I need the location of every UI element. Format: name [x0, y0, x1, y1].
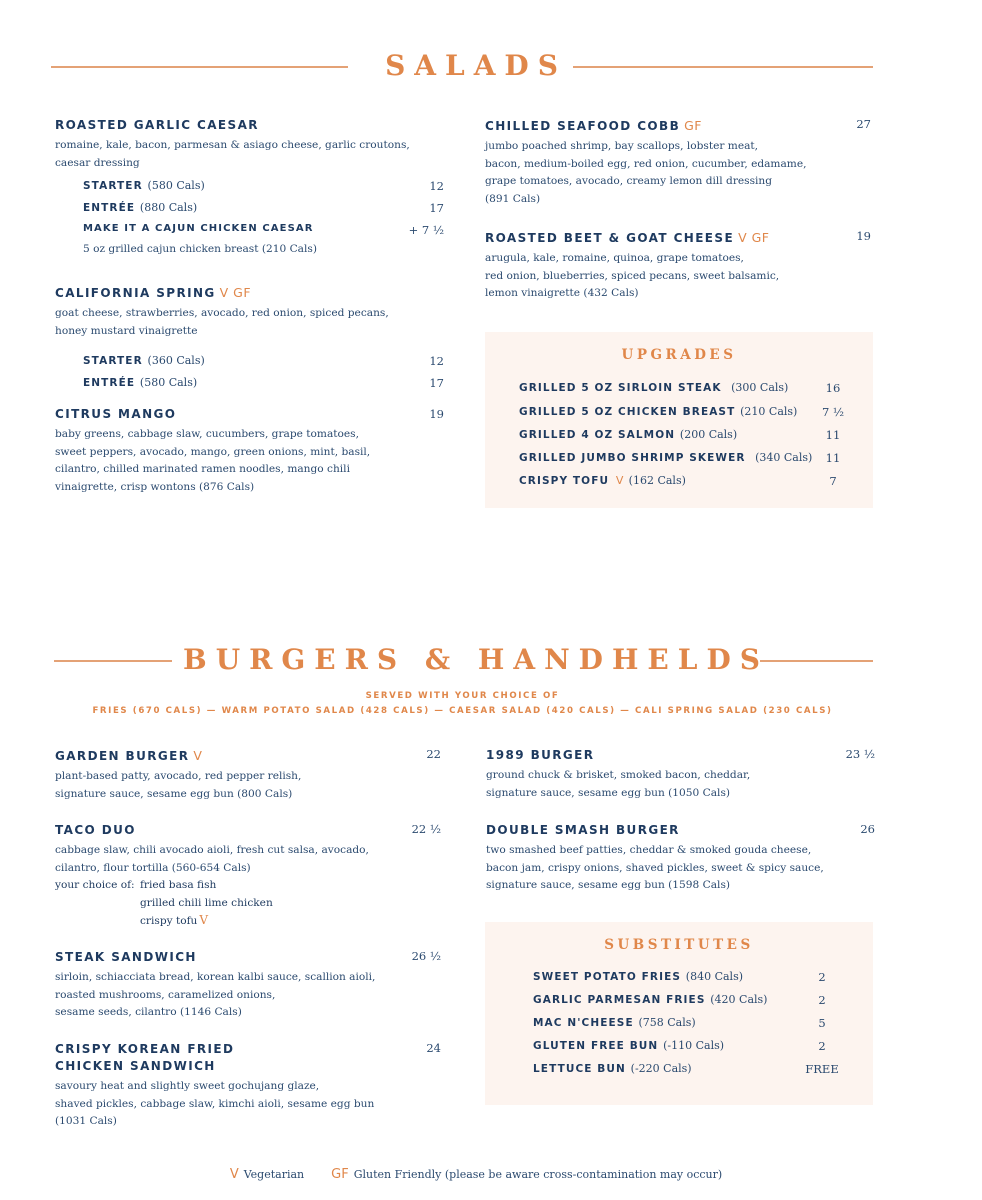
- taco-price: 22 ½: [411, 822, 441, 836]
- upgrade-price: 11: [825, 451, 841, 465]
- citrus-desc: baby greens, cabbage slaw, cucumbers, grape tomatoes, sweet peppers, avocado, mango, green onions, mint, basil, cilantro, chilled marinated ramen noodles, mango chili vinaigrette, crisp wontons (876 Cals): [55, 428, 371, 493]
- caesar-entree: ENTRÉE (880 Cals): [83, 201, 198, 214]
- upgrade-row: GRILLED 5 OZ CHICKEN BREAST (210 Cals): [519, 405, 798, 418]
- california-tags: V GF: [219, 285, 252, 300]
- upgrade-row: CRISPY TOFU V (162 Cals): [519, 474, 686, 487]
- beet-price: 19: [856, 229, 871, 243]
- substitutes-title: SUBSTITUTES: [604, 937, 754, 953]
- citrus-price: 19: [429, 407, 444, 421]
- korean-name-line1: CRISPY KOREAN FRIED: [55, 1042, 235, 1056]
- california-desc: goat cheese, strawberries, avocado, red onion, spiced pecans, honey mustard vinaigrette: [55, 307, 389, 337]
- caesar-desc: romaine, kale, bacon, parmesan & asiago cheese, garlic croutons, caesar dressing: [55, 139, 410, 169]
- substitute-price: 2: [818, 970, 826, 984]
- b1989-price: 23 ½: [845, 747, 875, 761]
- upgrade-price: 11: [825, 428, 841, 442]
- substitute-row: GARLIC PARMESAN FRIES (420 Cals): [533, 993, 768, 1006]
- taco-choice: grilled chili lime chicken: [140, 896, 273, 909]
- korean-name-line2: CHICKEN SANDWICH: [55, 1059, 216, 1073]
- caesar-entree-price: 17: [429, 201, 444, 215]
- caesar-starter: STARTER (580 Cals): [83, 179, 205, 192]
- steak-price: 26 ½: [411, 949, 441, 963]
- steak-name: STEAK SANDWICH: [55, 950, 197, 964]
- california-starter-price: 12: [429, 354, 444, 368]
- served-with-line2: FRIES (670 CALS) — WARM POTATO SALAD (428 CALS) — CAESAR SALAD (420 CALS) — CALI SPRING SALAD (230 CALS): [92, 706, 833, 716]
- substitute-row: SWEET POTATO FRIES (840 Cals): [533, 970, 744, 983]
- beet-block: [485, 229, 845, 303]
- taco-desc: cabbage slaw, chili avocado aioli, fresh cut salsa, avocado, cilantro, flour tortilla (560-654 Cals): [55, 844, 369, 874]
- upgrades-title: UPGRADES: [621, 347, 737, 363]
- steak-block: [55, 949, 455, 1022]
- california-starter: STARTER (360 Cals): [83, 354, 205, 367]
- cajun-option: MAKE IT A CAJUN CHICKEN CAESAR: [83, 223, 314, 234]
- steak-desc: sirloin, schiacciata bread, korean kalbi sauce, scallion aioli, roasted mushrooms, caramelized onions, sesame seeds, cilantro (1146 Cals): [55, 971, 376, 1018]
- beet-name: ROASTED BEET & GOAT CHEESE V GF: [485, 230, 770, 245]
- upgrades-box: [485, 332, 873, 508]
- upgrade-price: 7: [829, 474, 837, 488]
- garden-desc: plant-based patty, avocado, red pepper relish, signature sauce, sesame egg bun (800 Cals): [55, 770, 302, 800]
- citrus-name: CITRUS MANGO: [55, 407, 177, 421]
- cajun-desc: 5 oz grilled cajun chicken breast (210 Cals): [83, 243, 317, 255]
- substitute-price: 5: [818, 1016, 826, 1030]
- cobb-tags: GF: [684, 118, 702, 133]
- substitute-row: MAC N'CHEESE (758 Cals): [533, 1016, 696, 1029]
- upgrade-price: 16: [825, 381, 841, 395]
- taco-choices: your choice of: fried basa fish: [55, 879, 217, 891]
- cajun-price: + 7 ½: [408, 223, 444, 237]
- burgers-title: BURGERS & HANDHELDS: [183, 643, 769, 676]
- legend-gf-text: Gluten Friendly (please be aware cross-contamination may occur): [353, 1168, 723, 1181]
- legend: [0, 1167, 952, 1182]
- upgrade-row: GRILLED 4 OZ SALMON (200 Cals): [519, 428, 738, 441]
- caesar-starter-price: 12: [429, 179, 444, 193]
- upgrade-row: GRILLED 5 OZ SIRLOIN STEAK (300 Cals): [519, 381, 789, 394]
- salads-title: SALADS: [385, 49, 567, 82]
- caesar-block: [55, 117, 455, 172]
- b1989-block: [486, 747, 846, 802]
- b1989-name: 1989 BURGER: [486, 748, 595, 762]
- taco-block: [55, 822, 455, 931]
- substitutes-box: [485, 922, 873, 1105]
- substitute-price: FREE: [805, 1062, 839, 1076]
- beet-tags: V GF: [738, 230, 770, 245]
- smash-block: [486, 822, 846, 895]
- citrus-block: [55, 406, 455, 496]
- garden-name: GARDEN BURGER V: [55, 748, 203, 763]
- cobb-block: [485, 117, 845, 208]
- garden-tags: V: [193, 748, 203, 763]
- california-block: [55, 284, 455, 340]
- served-with-line1: SERVED WITH YOUR CHOICE OF: [365, 691, 560, 701]
- taco-name: TACO DUO: [55, 823, 136, 837]
- beet-desc: arugula, kale, romaine, quinoa, grape tomatoes, red onion, blueberries, spiced pecans, sweet balsamic, lemon vinaigrette (432 Cals): [485, 252, 780, 299]
- cobb-desc: jumbo poached shrimp, bay scallops, lobster meat, bacon, medium-boiled egg, red onion, cucumber, edamame, grape tomatoes, avocado, creamy lemon dill dressing (891 Cals): [485, 140, 807, 205]
- california-entree-price: 17: [429, 376, 444, 390]
- legend-v-text: Vegetarian: [243, 1168, 305, 1181]
- smash-desc: two smashed beef patties, cheddar & smoked gouda cheese, bacon jam, crispy onions, shaved pickles, sweet & spicy sauce, signature sauce, sesame egg bun (1598 Cals): [486, 844, 824, 891]
- substitute-price: 2: [818, 993, 826, 1007]
- korean-price: 24: [426, 1041, 441, 1055]
- legend-v-tag: V: [229, 1167, 239, 1182]
- substitute-row: GLUTEN FREE BUN (-110 Cals): [533, 1039, 725, 1052]
- garden-price: 22: [426, 747, 441, 761]
- korean-block: [55, 1041, 455, 1131]
- upgrade-price: 7 ½: [821, 405, 845, 419]
- cobb-name: CHILLED SEAFOOD COBB GF: [485, 118, 702, 133]
- california-name: CALIFORNIA SPRING V GF: [55, 285, 252, 300]
- caesar-name: ROASTED GARLIC CAESAR: [55, 118, 259, 132]
- legend-gf-tag: GF: [331, 1167, 349, 1182]
- substitute-row: LETTUCE BUN (-220 Cals): [533, 1062, 692, 1075]
- upgrade-row: GRILLED JUMBO SHRIMP SKEWER (340 Cals): [519, 451, 813, 464]
- california-entree: ENTRÉE (580 Cals): [83, 376, 198, 389]
- smash-name: DOUBLE SMASH BURGER: [486, 823, 680, 837]
- cobb-price: 27: [856, 117, 871, 131]
- substitute-price: 2: [818, 1039, 826, 1053]
- korean-desc: savoury heat and slightly sweet gochujang glaze, shaved pickles, cabbage slaw, kimchi aioli, sesame egg bun (1031 Cals): [55, 1080, 375, 1127]
- garden-block: [55, 747, 455, 803]
- smash-price: 26: [860, 822, 875, 836]
- taco-choice: crispy tofu V: [140, 913, 209, 927]
- b1989-desc: ground chuck & brisket, smoked bacon, cheddar, signature sauce, sesame egg bun (1050 Cals): [486, 769, 751, 799]
